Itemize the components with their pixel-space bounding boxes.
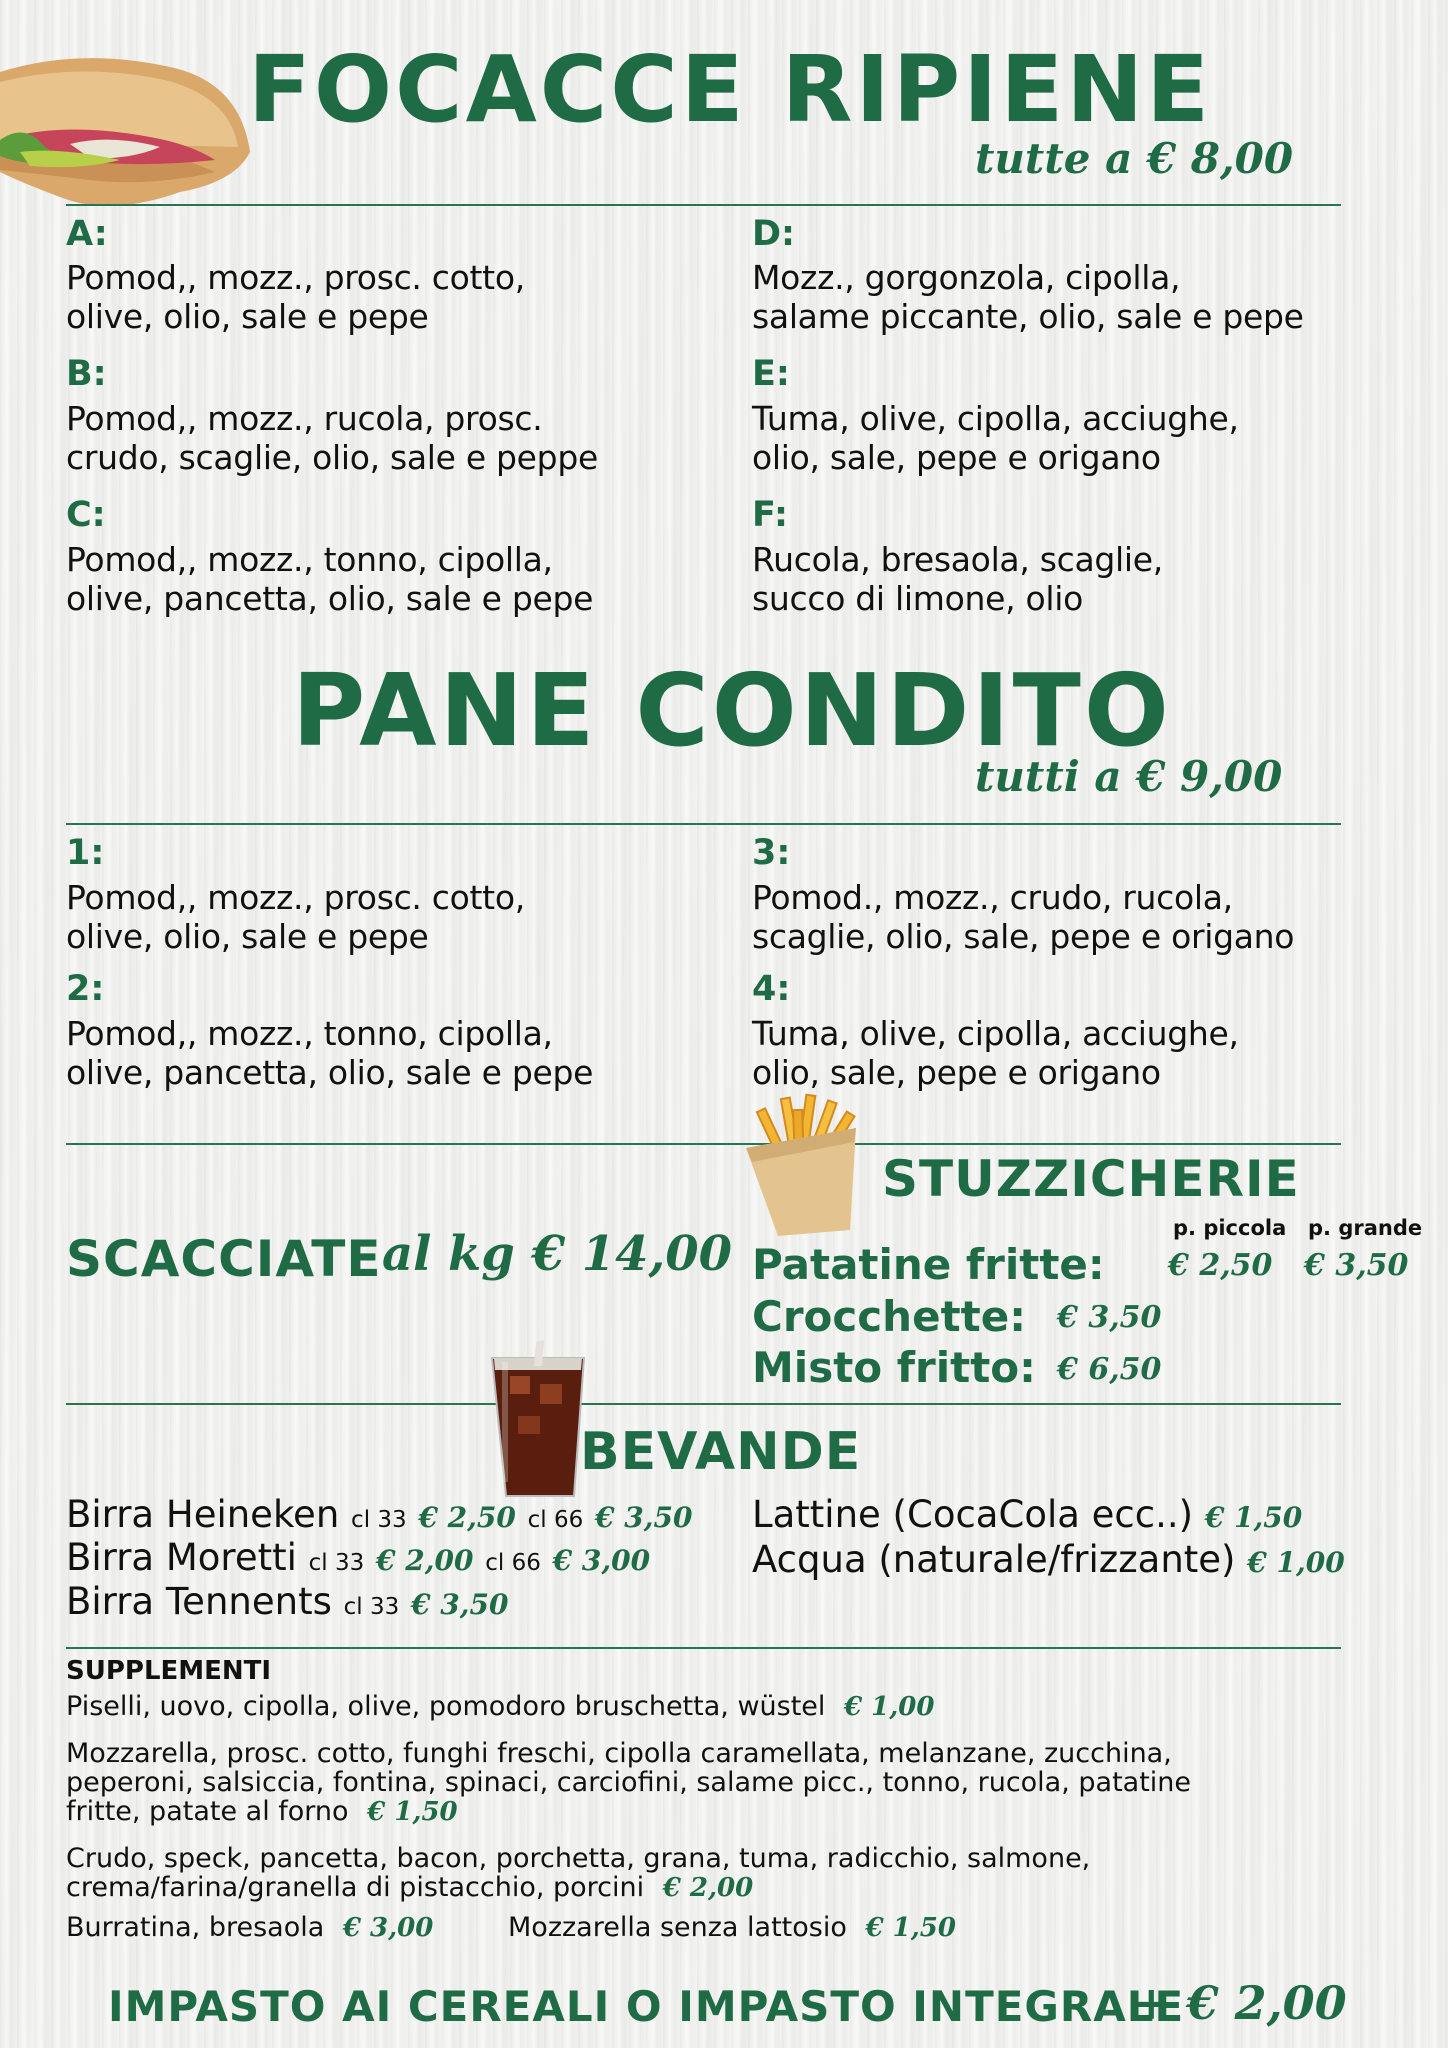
item-label: 2: xyxy=(66,969,105,1009)
bevande-title: BEVANDE xyxy=(580,1422,862,1482)
supplement-group xyxy=(508,1913,956,1943)
item-line: olive, olio, sale e pepe xyxy=(66,297,429,336)
supplement-price: € 3,00 xyxy=(342,1913,434,1943)
item-line: succo di limone, olio xyxy=(752,579,1083,618)
item-line: Pomod,, mozz., prosc. cotto, xyxy=(66,878,525,917)
item-line: Mozz., gorgonzola, cipolla, xyxy=(752,258,1181,297)
pane-price-note: tutti a € 9,00 xyxy=(975,752,1283,801)
item-ingredients xyxy=(752,1014,1239,1092)
item-line: Pomod,, mozz., rucola, prosc. xyxy=(66,399,543,438)
item-label: 4: xyxy=(752,969,791,1009)
item-line: crudo, scaglie, olio, sale e peppe xyxy=(66,438,598,477)
supplement-text: Burratina, bresaola xyxy=(66,1912,325,1943)
column-header-small: p. piccola xyxy=(1173,1216,1287,1240)
drink-price: € 1,00 xyxy=(1247,1546,1345,1579)
focacce-divider xyxy=(66,204,1341,206)
item-label: 1: xyxy=(66,833,105,873)
section-divider xyxy=(66,1647,1341,1649)
price-large: € 3,50 xyxy=(1304,1248,1409,1283)
cola-glass-image xyxy=(482,1336,594,1502)
supplement-text: peperoni, salsiccia, fontina, spinaci, carciofini, salame picc., tonno, rucola, patatine xyxy=(66,1767,1192,1798)
item-ingredients xyxy=(66,878,525,956)
beer-size: cl 66 xyxy=(527,1507,584,1533)
beer-name: Birra Tennents xyxy=(66,1580,332,1623)
focaccia-sandwich-image xyxy=(0,52,255,212)
drink-price: € 1,50 xyxy=(1204,1501,1303,1534)
price-small: € 2,50 xyxy=(1168,1248,1273,1283)
beer-price: € 3,00 xyxy=(552,1544,651,1577)
drink-row xyxy=(752,1538,1345,1581)
item-label: B: xyxy=(66,354,107,394)
french-fries-image xyxy=(738,1090,878,1240)
beer-size: cl 33 xyxy=(308,1550,365,1576)
item-line: Pomod,, mozz., tonno, cipolla, xyxy=(66,1014,553,1053)
item-price: € 3,50 xyxy=(1057,1300,1162,1335)
column-header-large: p. grande xyxy=(1308,1216,1423,1240)
drink-name: Acqua (naturale/frizzante) xyxy=(752,1538,1236,1581)
beer-row xyxy=(66,1536,650,1579)
supplement-group xyxy=(66,1692,934,1722)
footer-price: + € 2,00 xyxy=(1132,1976,1347,2030)
item-label: F: xyxy=(752,495,788,535)
item-ingredients xyxy=(66,258,525,336)
item-line: olio, sale, pepe e origano xyxy=(752,438,1161,477)
item-ingredients xyxy=(752,258,1304,336)
item-line: Tuma, olive, cipolla, acciughe, xyxy=(752,1014,1239,1053)
drink-name: Lattine (CocaCola ecc..) xyxy=(752,1493,1194,1536)
item-label: C: xyxy=(66,495,106,535)
item-line: Rucola, bresaola, scaglie, xyxy=(752,540,1163,579)
item-label: 3: xyxy=(752,833,791,873)
section-divider xyxy=(66,1403,1341,1405)
beer-price: € 3,50 xyxy=(411,1588,509,1621)
item-ingredients xyxy=(66,540,593,618)
supplement-group xyxy=(66,1913,433,1943)
item-line: Pomod., mozz., crudo, rucola, xyxy=(752,878,1233,917)
pane-divider xyxy=(66,823,1341,825)
item-label: A: xyxy=(66,214,108,254)
item-name: Misto fritto: xyxy=(752,1343,1036,1392)
footer-text: IMPASTO AI CEREALI O IMPASTO INTEGRALE xyxy=(108,1982,1185,2031)
stuzzicherie-title: STUZZICHERIE xyxy=(882,1150,1300,1208)
item-line: olive, pancetta, olio, sale e pepe xyxy=(66,1053,594,1092)
scacciate-title: SCACCIATE xyxy=(66,1230,382,1288)
supplement-group xyxy=(66,1844,1090,1903)
supplement-price: € 1,50 xyxy=(367,1797,458,1827)
supplement-price: € 2,00 xyxy=(662,1873,754,1903)
item-ingredients xyxy=(66,1014,593,1092)
item-ingredients xyxy=(752,878,1294,956)
item-ingredients xyxy=(752,399,1239,477)
supplement-text: Mozzarella, prosc. cotto, funghi freschi, cipolla caramellata, melanzane, zucchina, xyxy=(66,1738,1172,1769)
beer-row xyxy=(66,1493,692,1536)
beer-name: Birra Moretti xyxy=(66,1536,297,1579)
item-ingredients xyxy=(752,540,1163,618)
supplement-price: € 1,50 xyxy=(865,1913,956,1943)
pane-title: PANE CONDITO xyxy=(292,652,1172,769)
beer-price: € 2,50 xyxy=(418,1501,516,1534)
supplement-text: fritte, patate al forno xyxy=(66,1796,349,1827)
item-line: salame piccante, olio, sale e pepe xyxy=(752,297,1304,336)
beer-price: € 2,00 xyxy=(376,1544,474,1577)
item-line: olive, pancetta, olio, sale e pepe xyxy=(66,579,594,618)
item-line: Pomod,, mozz., tonno, cipolla, xyxy=(66,540,553,579)
item-line: olio, sale, pepe e origano xyxy=(752,1053,1161,1092)
beer-name: Birra Heineken xyxy=(66,1493,340,1536)
supplementi-title: SUPPLEMENTI xyxy=(66,1656,272,1686)
item-line: scaglie, olio, sale, pepe e origano xyxy=(752,917,1295,956)
scacciate-price: al kg € 14,00 xyxy=(382,1226,732,1282)
focacce-price-note: tutte a € 8,00 xyxy=(975,134,1294,183)
item-line: olive, olio, sale e pepe xyxy=(66,917,429,956)
supplement-text: Mozzarella senza lattosio xyxy=(508,1912,847,1943)
beer-size: cl 66 xyxy=(485,1550,541,1576)
item-ingredients xyxy=(66,399,598,477)
beer-price: € 3,50 xyxy=(595,1501,693,1534)
supplement-text: Piselli, uovo, cipolla, olive, pomodoro bruschetta, wüstel xyxy=(66,1691,826,1722)
section-divider xyxy=(66,1143,1341,1145)
item-name: Patatine fritte: xyxy=(752,1240,1105,1289)
item-line: Tuma, olive, cipolla, acciughe, xyxy=(752,399,1239,438)
item-price: € 6,50 xyxy=(1057,1352,1162,1387)
item-line: Pomod,, mozz., prosc. cotto, xyxy=(66,258,525,297)
supplement-price: € 1,00 xyxy=(844,1692,935,1722)
beer-size: cl 33 xyxy=(351,1507,407,1533)
supplement-group xyxy=(66,1739,1191,1827)
supplement-text: Crudo, speck, pancetta, bacon, porchetta, grana, tuma, radicchio, salmone, xyxy=(66,1843,1091,1874)
item-name: Crocchette: xyxy=(752,1292,1027,1341)
beer-size: cl 33 xyxy=(343,1594,400,1620)
beer-row xyxy=(66,1580,508,1623)
focacce-title: FOCACCE RIPIENE xyxy=(248,36,1213,143)
drink-row xyxy=(752,1493,1302,1536)
item-label: D: xyxy=(752,214,796,254)
item-label: E: xyxy=(752,354,790,394)
supplement-text: crema/farina/granella di pistacchio, porcini xyxy=(66,1872,645,1903)
